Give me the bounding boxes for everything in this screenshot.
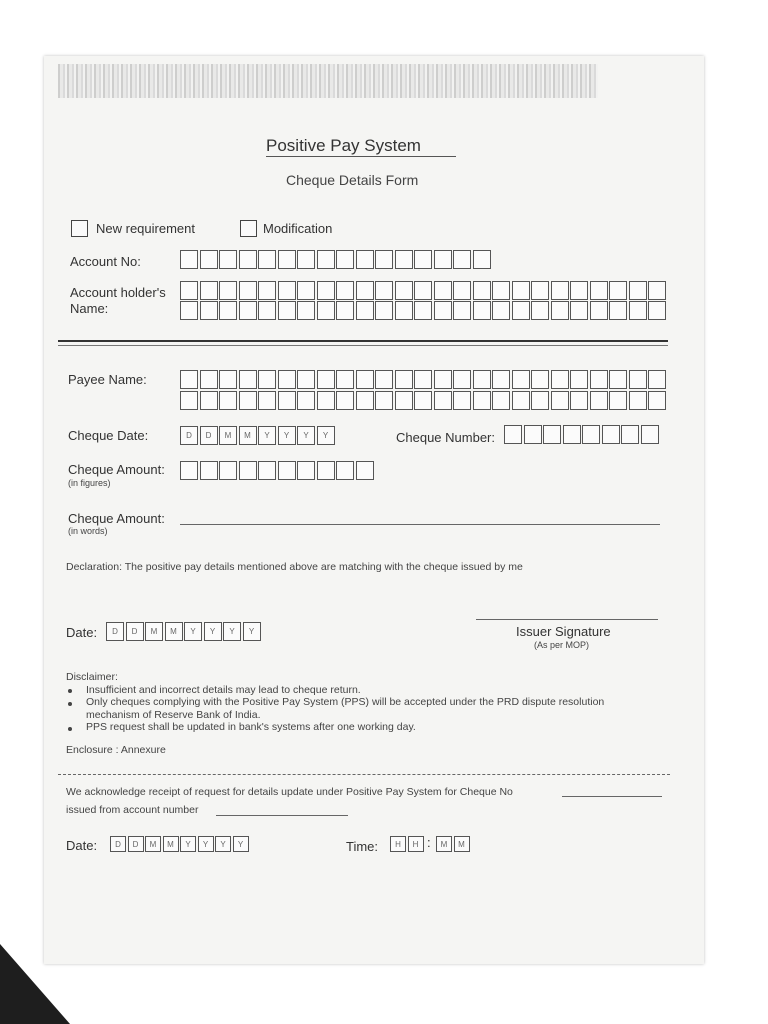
receipt-text-2: issued from account number <box>66 804 199 816</box>
section-divider-thin <box>58 345 668 346</box>
account-no-field[interactable] <box>180 250 492 269</box>
in-figures-label: (in figures) <box>68 478 111 488</box>
payee-name-field-row2[interactable] <box>180 391 668 410</box>
account-holder-name-field-row2[interactable] <box>180 301 668 320</box>
declaration-date-label: Date: <box>66 625 98 640</box>
section-divider <box>58 340 668 342</box>
account-holder-label-line1: Account holder's <box>70 285 166 300</box>
new-requirement-label: New requirement <box>96 221 195 236</box>
disclaimer-item-1: Insufficient and incorrect details may lead to cheque return. <box>86 684 361 696</box>
form-page <box>44 56 704 964</box>
amount-words-line[interactable] <box>180 524 660 525</box>
cheque-date-label: Cheque Date: <box>68 428 149 443</box>
signature-line[interactable] <box>476 619 658 620</box>
as-per-mop-label: (As per MOP) <box>534 640 590 650</box>
cheque-number-field[interactable] <box>504 425 660 444</box>
modification-checkbox[interactable] <box>240 220 257 237</box>
form-title: Positive Pay System <box>266 136 421 155</box>
account-holder-label-line2: Name: <box>70 301 109 316</box>
in-words-label: (in words) <box>68 526 108 536</box>
modification-label: Modification <box>263 221 333 236</box>
disclaimer-item-2b: mechanism of Reserve Bank of India. <box>86 709 261 721</box>
amount-figures-label: Cheque Amount: <box>68 462 165 477</box>
receipt-time-hours[interactable]: H H <box>390 836 425 852</box>
tear-off-line <box>58 774 670 775</box>
receipt-date-field[interactable]: D D M M Y Y Y Y <box>110 836 250 852</box>
bullet <box>68 689 72 693</box>
account-no-label: Account No: <box>70 254 141 269</box>
disclaimer-item-3: PPS request shall be updated in bank's systems after one working day. <box>86 721 416 733</box>
receipt-cheque-no-line[interactable] <box>562 796 662 797</box>
scan-artifact-band <box>58 64 598 98</box>
payee-name-label: Payee Name: <box>68 372 147 387</box>
cheque-number-label: Cheque Number: <box>396 430 495 445</box>
declaration <box>66 561 523 573</box>
receipt-time-label: Time: <box>346 839 379 854</box>
title-underline <box>266 156 456 157</box>
time-colon: : <box>427 835 431 850</box>
receipt-account-line[interactable] <box>216 815 348 816</box>
declaration-text: The positive pay details mentioned above are matching with the cheque issued by me <box>122 561 523 573</box>
bullet <box>68 702 72 706</box>
cheque-date-field[interactable]: D D M M Y Y Y Y <box>180 426 336 445</box>
enclosure-label: Enclosure : Annexure <box>66 744 166 756</box>
issuer-signature-label: Issuer Signature <box>516 624 611 639</box>
receipt-date-label: Date: <box>66 838 98 853</box>
bullet <box>68 727 72 731</box>
form-subtitle: Cheque Details Form <box>286 172 419 188</box>
declaration-date-field[interactable]: D D M M Y Y Y Y <box>106 622 262 641</box>
receipt-text-1: We acknowledge receipt of request for details update under Positive Pay System for Cheque No <box>66 786 513 798</box>
receipt-time-minutes[interactable]: M M <box>436 836 471 852</box>
disclaimer-item-2a: Only cheques complying with the Positive Pay System (PPS) will be accepted under the PRD dispute resolution <box>86 696 605 708</box>
payee-name-field-row1[interactable] <box>180 370 668 389</box>
disclaimer-label: Disclaimer: <box>66 671 118 683</box>
declaration-prefix: Declaration: <box>66 561 123 573</box>
new-requirement-checkbox[interactable] <box>71 220 88 237</box>
account-holder-name-field-row1[interactable] <box>180 281 668 300</box>
amount-words-label: Cheque Amount: <box>68 511 165 526</box>
amount-figures-field[interactable] <box>180 461 375 480</box>
